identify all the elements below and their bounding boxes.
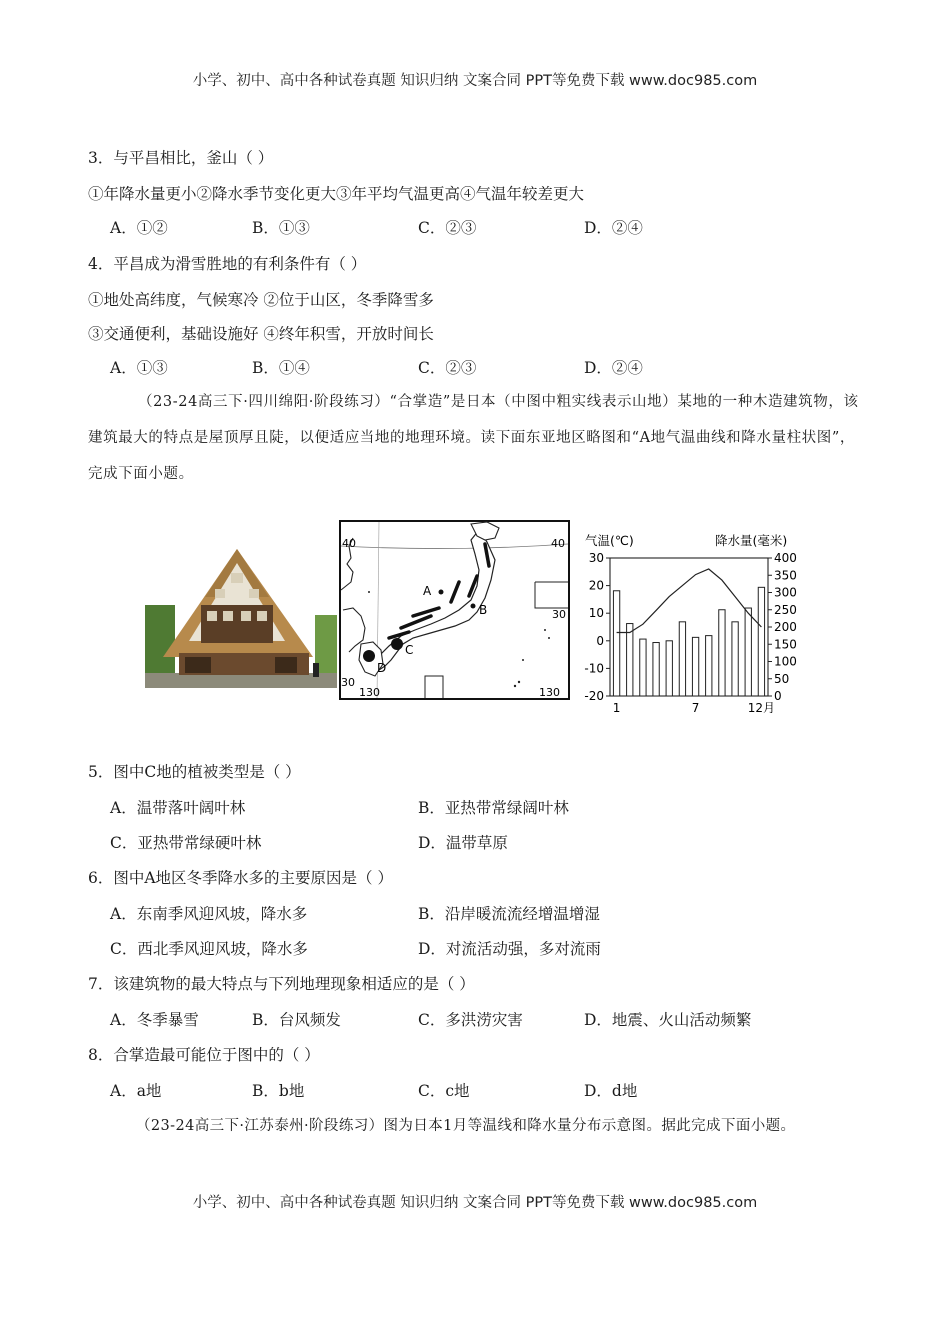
q7-option-c[interactable]: C．多洪涝灾害 xyxy=(418,1011,523,1029)
x-tick-label: 7 xyxy=(691,701,700,715)
point-a-marker xyxy=(439,590,444,595)
precipitation-bar xyxy=(666,641,672,696)
q3-statements: ①年降水量更小②降水季节变化更大③年平均气温更高④气温年较差更大 xyxy=(88,185,585,203)
map-label-d: D xyxy=(377,661,387,675)
y2-tick-label: 400 xyxy=(774,551,797,565)
y2-tick-label: 350 xyxy=(774,568,797,583)
q4-option-b[interactable]: B．①④ xyxy=(252,359,310,377)
q4-option-d[interactable]: D．②④ xyxy=(584,359,643,377)
q6-option-b[interactable]: B．沿岸暖流流经增温增湿 xyxy=(418,905,600,923)
q7-option-a[interactable]: A．冬季暴雪 xyxy=(110,1011,199,1029)
page-footer: 小学、初中、高中各种试卷真题 知识归纳 文案合同 PPT等免费下载 www.doc985.com xyxy=(192,1195,758,1211)
x-tick-label: 12月 xyxy=(747,701,776,715)
map-label-a: A xyxy=(423,584,432,598)
q8-option-d[interactable]: D．d地 xyxy=(584,1082,638,1100)
q3-option-c[interactable]: C．②③ xyxy=(418,219,477,237)
q7-option-d[interactable]: D．地震、火山活动频繁 xyxy=(584,1011,752,1029)
precipitation-bar xyxy=(640,639,646,696)
precipitation-bar xyxy=(745,608,751,696)
precipitation-bar xyxy=(627,624,633,696)
y-tick-label: 30 xyxy=(588,551,604,565)
chart-ylabel-temperature: 气温(℃) xyxy=(585,533,634,548)
precipitation-bar xyxy=(706,636,712,696)
q8-option-c[interactable]: C．c地 xyxy=(418,1082,470,1100)
gassho-house-photo xyxy=(145,545,337,688)
q6-option-c[interactable]: C．西北季风迎风坡，降水多 xyxy=(110,940,308,958)
q6-option-a[interactable]: A．东南季风迎风坡，降水多 xyxy=(110,905,308,923)
q4-statements-line2: ③交通便利，基础设施好 ④终年积雪，开放时间长 xyxy=(88,325,434,343)
y-tick-label: -20 xyxy=(584,689,604,703)
map-lat-label-left-30: 30 xyxy=(341,676,355,689)
q4-option-c[interactable]: C．②③ xyxy=(418,359,477,377)
page-header: 小学、初中、高中各种试卷真题 知识归纳 文案合同 PPT等免费下载 www.doc985.com xyxy=(192,73,758,89)
point-b-marker xyxy=(471,604,476,609)
passage-1: （23-24高三下·四川绵阳·阶段练习）“合掌造”是日本（中图中粗实线表示山地）某地的一种木造建筑物，该建筑最大的特点是屋顶厚且陡，以便适应当地的地理环境。读下面东亚地区略图和“A地气温曲线和降水量柱状图”，完成下面小题。 xyxy=(88,394,859,482)
precipitation-bar xyxy=(679,622,685,696)
map-lon-label-right-130: 130 xyxy=(539,686,560,699)
precipitation-bar xyxy=(653,643,659,696)
q5-option-d[interactable]: D．温带草原 xyxy=(418,834,508,852)
y-tick-label: 10 xyxy=(588,606,604,621)
point-d-marker xyxy=(363,650,375,662)
y2-tick-label: 0 xyxy=(774,689,782,703)
y2-tick-label: 300 xyxy=(774,585,797,600)
y2-tick-label: 100 xyxy=(774,654,797,669)
temperature-line xyxy=(617,569,762,633)
chart-ylabel-precipitation: 降水量(毫米) xyxy=(715,533,788,548)
map-lat-label-right-30: 30 xyxy=(552,608,566,621)
q5-option-a[interactable]: A．温带落叶阔叶林 xyxy=(110,799,246,817)
q8-option-b[interactable]: B．b地 xyxy=(252,1082,305,1100)
map-lat-label-right-40: 40 xyxy=(551,537,565,550)
q8-option-a[interactable]: A．a地 xyxy=(110,1082,162,1100)
q4-option-a[interactable]: A．①③ xyxy=(110,359,168,377)
map-lat-label-left-40: 40 xyxy=(342,537,356,550)
q7-stem: 7．该建筑物的最大特点与下列地理现象相适应的是（ ） xyxy=(88,975,475,993)
map-lon-label-left-130: 130 xyxy=(359,686,380,699)
precipitation-bar xyxy=(758,587,764,696)
passage-2: （23-24高三下·江苏泰州·阶段练习）图为日本1月等温线和降水量分布示意图。据此完成下面小题。 xyxy=(136,1118,796,1134)
q4-stem: 4．平昌成为滑雪胜地的有利条件有（ ） xyxy=(88,255,367,273)
q3-stem: 3．与平昌相比，釜山（ ） xyxy=(88,149,274,167)
east-asia-map xyxy=(339,520,570,700)
y-tick-label: 0 xyxy=(596,633,604,648)
climate-chart xyxy=(582,528,804,720)
q6-option-d[interactable]: D．对流活动强，多对流雨 xyxy=(418,940,601,958)
q5-option-b[interactable]: B．亚热带常绿阔叶林 xyxy=(418,799,569,817)
q7-option-b[interactable]: B．台风频发 xyxy=(252,1011,341,1029)
q8-stem: 8．合掌造最可能位于图中的（ ） xyxy=(88,1046,320,1064)
y2-tick-label: 50 xyxy=(774,671,790,686)
y2-tick-label: 200 xyxy=(774,620,797,634)
q5-stem: 5．图中C地的植被类型是（ ） xyxy=(88,763,301,781)
q5-option-c[interactable]: C．亚热带常绿硬叶林 xyxy=(110,834,262,852)
y-tick-label: -10 xyxy=(584,661,604,676)
q6-stem: 6．图中A地区冬季降水多的主要原因是（ ） xyxy=(88,869,393,887)
y-tick-label: 20 xyxy=(588,578,604,593)
x-tick-label: 1 xyxy=(612,701,621,715)
q4-statements-line1: ①地处高纬度，气候寒冷 ②位于山区，冬季降雪多 xyxy=(88,291,434,309)
precipitation-bar xyxy=(719,610,725,696)
precipitation-bar xyxy=(613,591,619,696)
precipitation-bar xyxy=(692,637,698,696)
point-c-marker xyxy=(391,638,403,650)
q3-option-a[interactable]: A．①② xyxy=(110,219,168,237)
map-label-b: B xyxy=(479,603,488,617)
y2-tick-label: 150 xyxy=(774,637,797,652)
q3-option-b[interactable]: B．①③ xyxy=(252,219,310,237)
chart-plot-frame xyxy=(610,558,768,696)
precipitation-bar xyxy=(732,622,738,696)
y2-tick-label: 250 xyxy=(774,602,797,617)
map-label-c: C xyxy=(405,643,414,657)
q3-option-d[interactable]: D．②④ xyxy=(584,219,643,237)
